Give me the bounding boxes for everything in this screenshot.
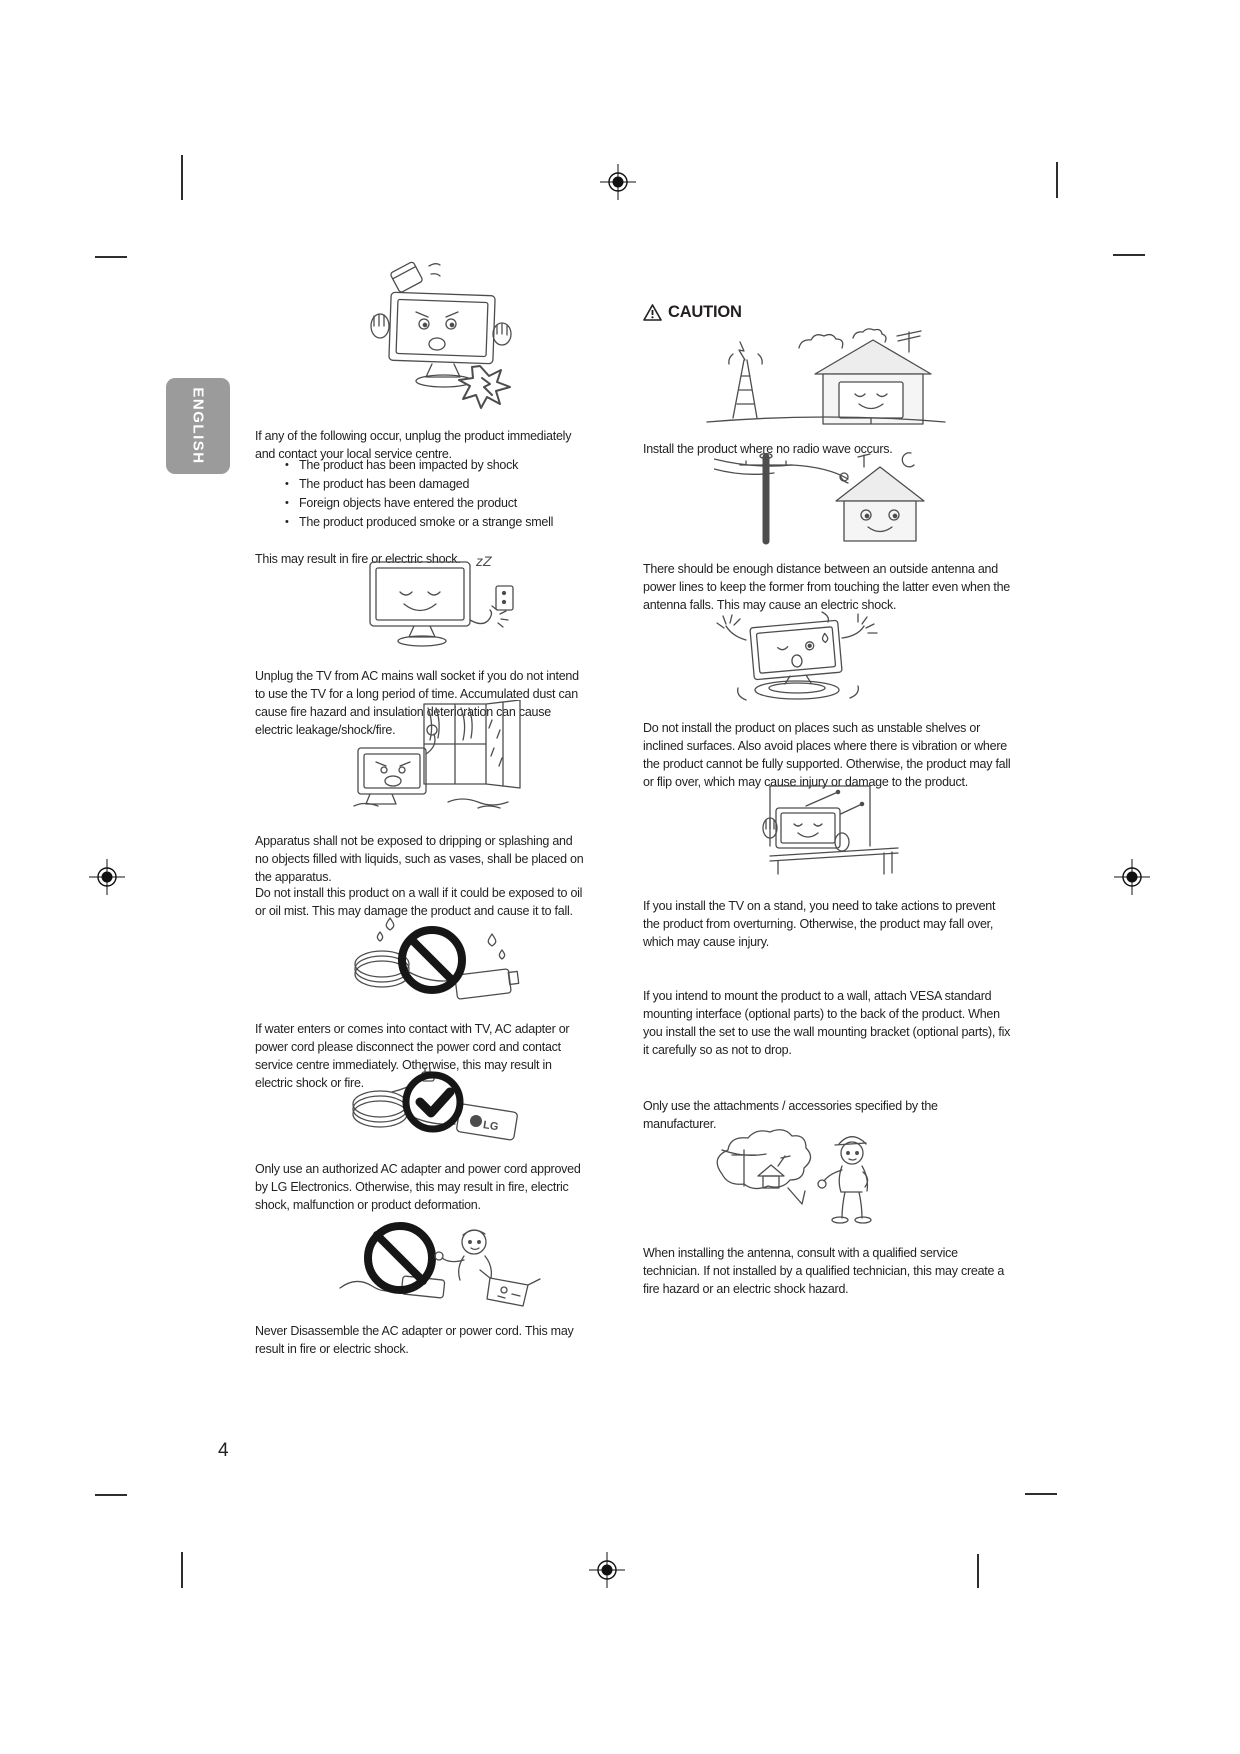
paragraph-unplug-long-period: Unplug the TV from AC mains wall socket if you do not intend to use the TV for a long period of time. Accumulated dust can cause fire hazard and insulation deterioration can cause electric leakage/shock/fire. xyxy=(255,668,579,737)
crop-mark xyxy=(95,256,127,258)
svg-text:LG: LG xyxy=(482,1119,500,1134)
registration-mark-icon xyxy=(589,1552,625,1588)
caution-heading-label: CAUTION xyxy=(668,303,742,321)
no-disassembly-illustration-icon xyxy=(322,1220,547,1308)
paragraph-unstable-shelves: Do not install the product on places such as unstable shelves or inclined surfaces. Also avoid places where there is vibration or where the product cannot be fully supported. Otherwise, the product may fall or flip over, which may cause injury or damage to the product. xyxy=(643,720,1011,789)
crop-mark xyxy=(1113,254,1145,256)
crop-mark xyxy=(181,155,183,200)
paragraph-unplug-result: This may result in fire or electric shock. xyxy=(255,551,461,566)
list-item: • The product has been damaged xyxy=(255,475,587,494)
adapter-water-prohibited-illustration-icon xyxy=(330,914,535,1004)
list-item: • The product produced smoke or a strange smell xyxy=(255,513,587,532)
crop-mark xyxy=(95,1494,127,1496)
paragraph-radio-wave: Install the product where no radio wave occurs. xyxy=(643,441,893,456)
language-tab-label: ENGLISH xyxy=(189,387,207,465)
crop-mark xyxy=(1056,162,1058,198)
paragraph-authorized-adapter: Only use an authorized AC adapter and power cord approved by LG Electronics. Otherwise, this may result in fire, electric shock, malfunction or product deformation. xyxy=(255,1161,581,1212)
list-item: • Foreign objects have entered the product xyxy=(255,494,587,513)
tv-impact-illustration-icon xyxy=(332,260,522,410)
tv-stand-secure-illustration-icon xyxy=(712,784,907,876)
paragraph-dripping: Apparatus shall not be exposed to dripping or splashing and no objects filled with liquids, such as vases, shall be placed on the apparatus. xyxy=(255,833,584,884)
unplug-condition-list xyxy=(255,456,587,532)
svg-text:zZ: zZ xyxy=(476,553,492,569)
registration-mark-icon xyxy=(600,164,636,200)
paragraph-oil-mist: Do not install this product on a wall if it could be exposed to oil or oil mist. This may damage the product and cause it to fall. xyxy=(255,885,583,918)
language-tab-english xyxy=(166,378,230,474)
paragraph-antenna-technician: When installing the antenna, consult with a qualified service technician. If not installed by a qualified technician, this may create a fire hazard or an electric shock hazard. xyxy=(643,1245,1005,1296)
paragraph-unplug-intro: If any of the following occur, unplug the product immediately and contact your local service centre. xyxy=(255,428,572,461)
paragraph-antenna-distance: There should be enough distance between an outside antenna and power lines to keep the former from touching the latter even when the antenna falls. This may cause an electric shock. xyxy=(643,561,1010,612)
crop-mark xyxy=(181,1552,183,1588)
list-item: • The product has been impacted by shock xyxy=(255,456,587,475)
crop-mark xyxy=(977,1554,979,1588)
tv-window-rain-illustration-icon xyxy=(328,700,548,815)
warning-triangle-icon xyxy=(643,304,662,321)
paragraph-never-disassemble: Never Disassemble the AC adapter or power cord. This may result in fire or electric shock. xyxy=(255,1323,574,1356)
antenna-power-line-distance-illustration-icon xyxy=(714,447,939,545)
registration-mark-icon xyxy=(1114,859,1150,895)
registration-mark-icon xyxy=(89,859,125,895)
paragraph-vesa-mount: If you intend to mount the product to a wall, attach VESA standard mounting interface (optional parts) to the back of the product. When you install the set to use the wall mounting bracket (optional parts), fix it carefully so as not to drop. xyxy=(643,988,1011,1057)
paragraph-water-contact: If water enters or comes into contact with TV, AC adapter or power cord please disconnect the power cord and contact service centre immediately. Otherwise, this may result in electric shock or fire. xyxy=(255,1021,570,1090)
paragraph-attachments: Only use the attachments / accessories specified by the manufacturer. xyxy=(643,1098,938,1131)
house-no-radio-wave-illustration-icon xyxy=(703,328,948,428)
paragraph-tv-on-stand: If you install the TV on a stand, you need to take actions to prevent the product from overturning. Otherwise, the product may fall over, which may cause injury. xyxy=(643,898,996,949)
antenna-technician-illustration-icon xyxy=(692,1128,907,1228)
page-number: 4 xyxy=(218,1440,229,1461)
crop-mark xyxy=(1025,1493,1057,1495)
tv-unstable-surface-illustration-icon xyxy=(702,606,887,704)
approved-adapter-check-illustration-icon xyxy=(330,1066,535,1146)
tv-sleeping-unplugged-illustration-icon xyxy=(348,548,528,653)
caution-heading xyxy=(643,303,742,322)
